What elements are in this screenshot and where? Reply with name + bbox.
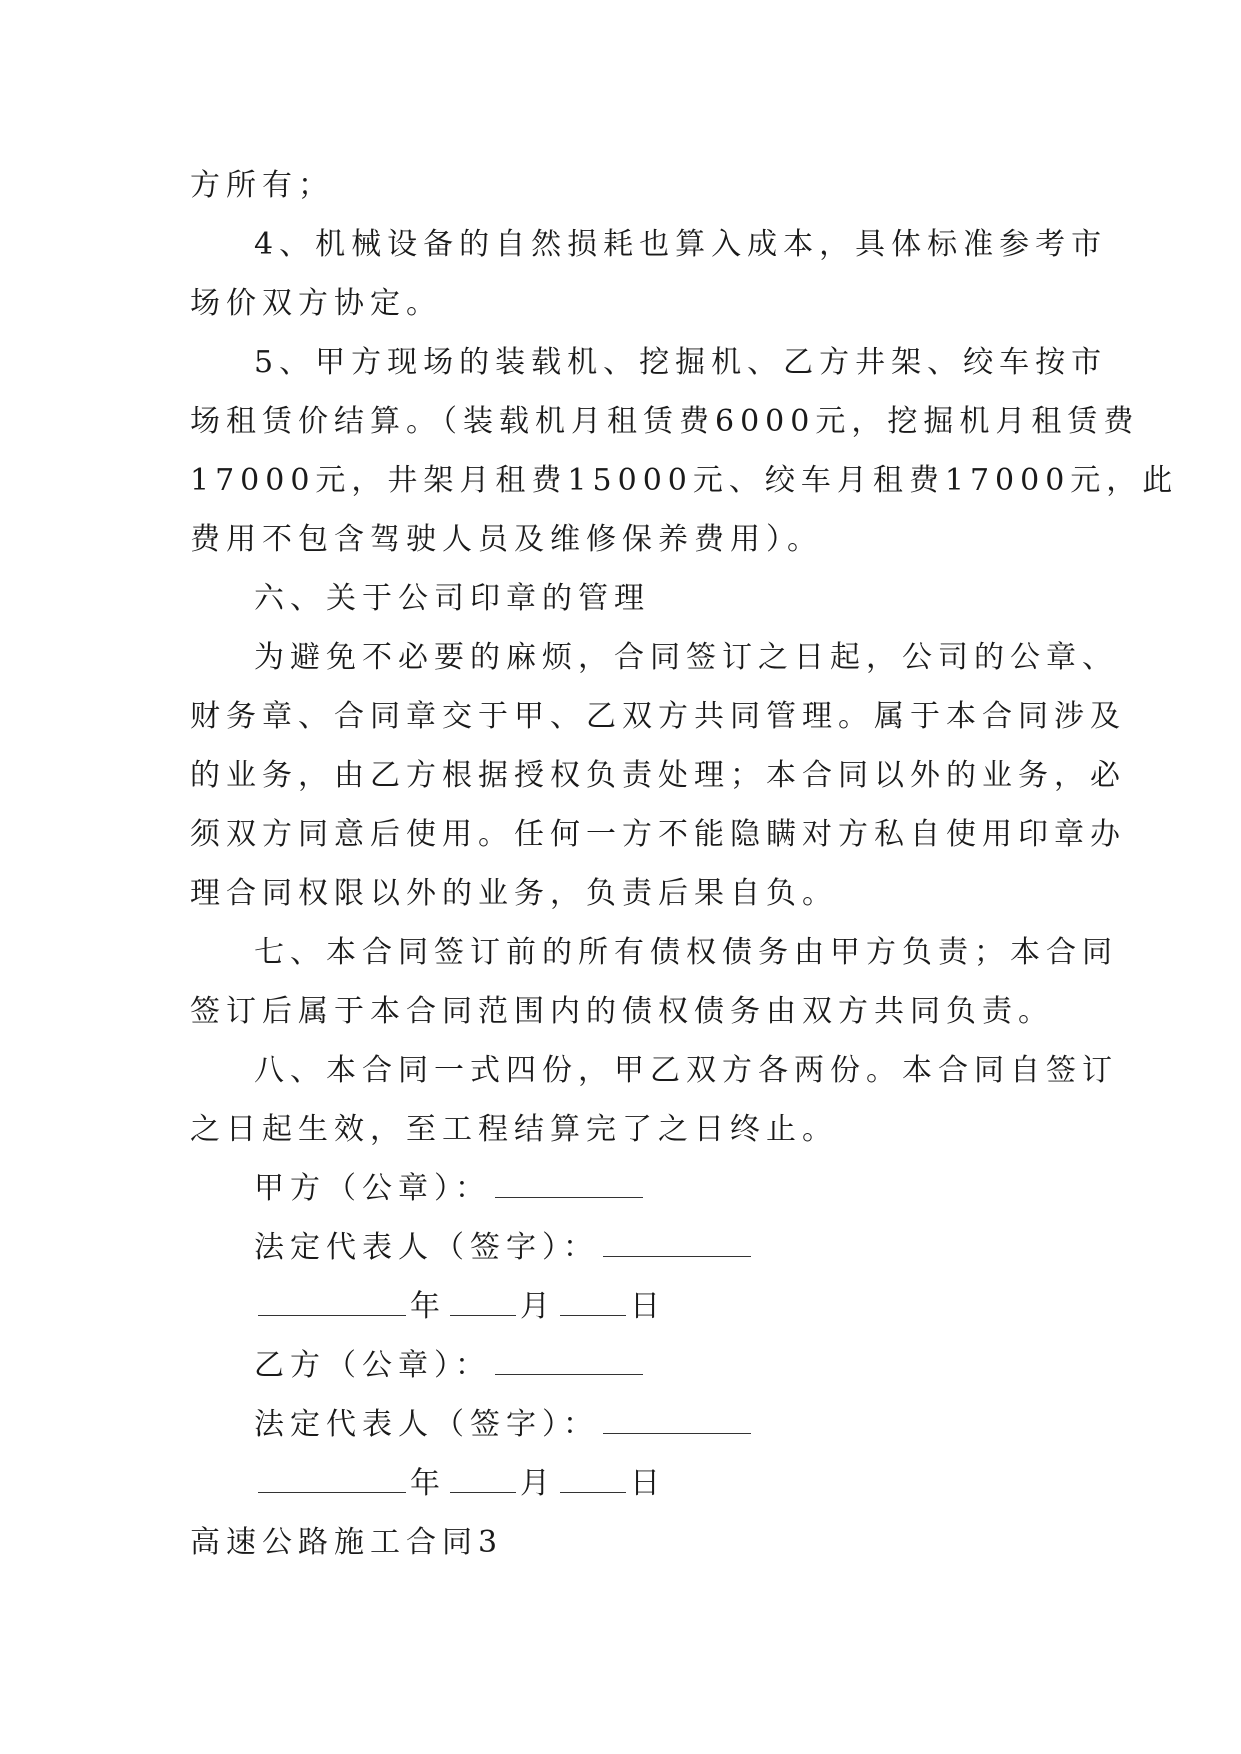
rep-a-sign-line xyxy=(190,1218,1050,1277)
party-a-seal-line xyxy=(190,1159,1050,1218)
text-line: 为避免不必要的麻烦，合同签订之日起，公司的公章、 xyxy=(254,640,1118,675)
text-line: 七、本合同签订前的所有债权债务由甲方负责；本合同 xyxy=(254,935,1118,970)
section-heading: 六、关于公司印章的管理 xyxy=(254,581,650,616)
year-label: 年 xyxy=(410,1466,446,1501)
text-line: 5、甲方现场的装载机、挖掘机、乙方井架、绞车按市 xyxy=(254,345,1108,380)
text-line: 须双方同意后使用。任何一方不能隐瞒对方私自使用印章办 xyxy=(190,817,1126,852)
party-b-seal-blank xyxy=(495,1344,643,1375)
day-label: 日 xyxy=(630,1289,666,1324)
document-body xyxy=(190,156,1179,1572)
text-line: 财务章、合同章交于甲、乙双方共同管理。属于本合同涉及 xyxy=(190,699,1126,734)
text-line: 场价双方协定。 xyxy=(190,286,442,321)
year-label: 年 xyxy=(410,1289,446,1324)
text-line: 17000元，井架月租费15000元、绞车月租费17000元，此 xyxy=(190,463,1179,498)
rep-b-sign-line xyxy=(190,1395,1050,1454)
day-blank xyxy=(560,1462,626,1493)
rep-a-sign-blank xyxy=(603,1226,751,1257)
text-line: 签订后属于本合同范围内的债权债务由双方共同负责。 xyxy=(190,994,1054,1029)
text-line: 方所有； xyxy=(190,168,334,203)
month-blank xyxy=(450,1285,516,1316)
party-a-seal-blank xyxy=(495,1167,643,1198)
text-line: 4、机械设备的自然损耗也算入成本，具体标准参考市 xyxy=(254,227,1108,262)
date-a-line xyxy=(190,1277,1050,1336)
month-blank xyxy=(450,1462,516,1493)
party-b-seal-line xyxy=(190,1336,1050,1395)
date-b-line xyxy=(190,1454,1050,1513)
month-label: 月 xyxy=(520,1466,556,1501)
rep-a-label: 法定代表人（签字）： xyxy=(254,1230,599,1265)
text-line: 八、本合同一式四份，甲乙双方各两份。本合同自签订 xyxy=(254,1053,1118,1088)
text-line: 费用不包含驾驶人员及维修保养费用）。 xyxy=(190,522,823,557)
rep-b-label: 法定代表人（签字）： xyxy=(254,1407,599,1442)
month-label: 月 xyxy=(520,1289,556,1324)
rep-b-sign-blank xyxy=(603,1403,751,1434)
party-a-label: 甲方（公章）： xyxy=(254,1171,491,1206)
party-b-label: 乙方（公章）： xyxy=(254,1348,491,1383)
day-blank xyxy=(560,1285,626,1316)
text-line: 之日起生效，至工程结算完了之日终止。 xyxy=(190,1112,838,1147)
year-blank xyxy=(258,1462,406,1493)
text-line: 场租赁价结算。（装载机月租赁费6000元，挖掘机月租赁费 xyxy=(190,404,1140,439)
next-section-title: 高速公路施工合同3 xyxy=(190,1525,504,1560)
text-line: 的业务，由乙方根据授权负责处理；本合同以外的业务，必 xyxy=(190,758,1126,793)
year-blank xyxy=(258,1285,406,1316)
text-line: 理合同权限以外的业务，负责后果自负。 xyxy=(190,876,838,911)
day-label: 日 xyxy=(630,1466,666,1501)
